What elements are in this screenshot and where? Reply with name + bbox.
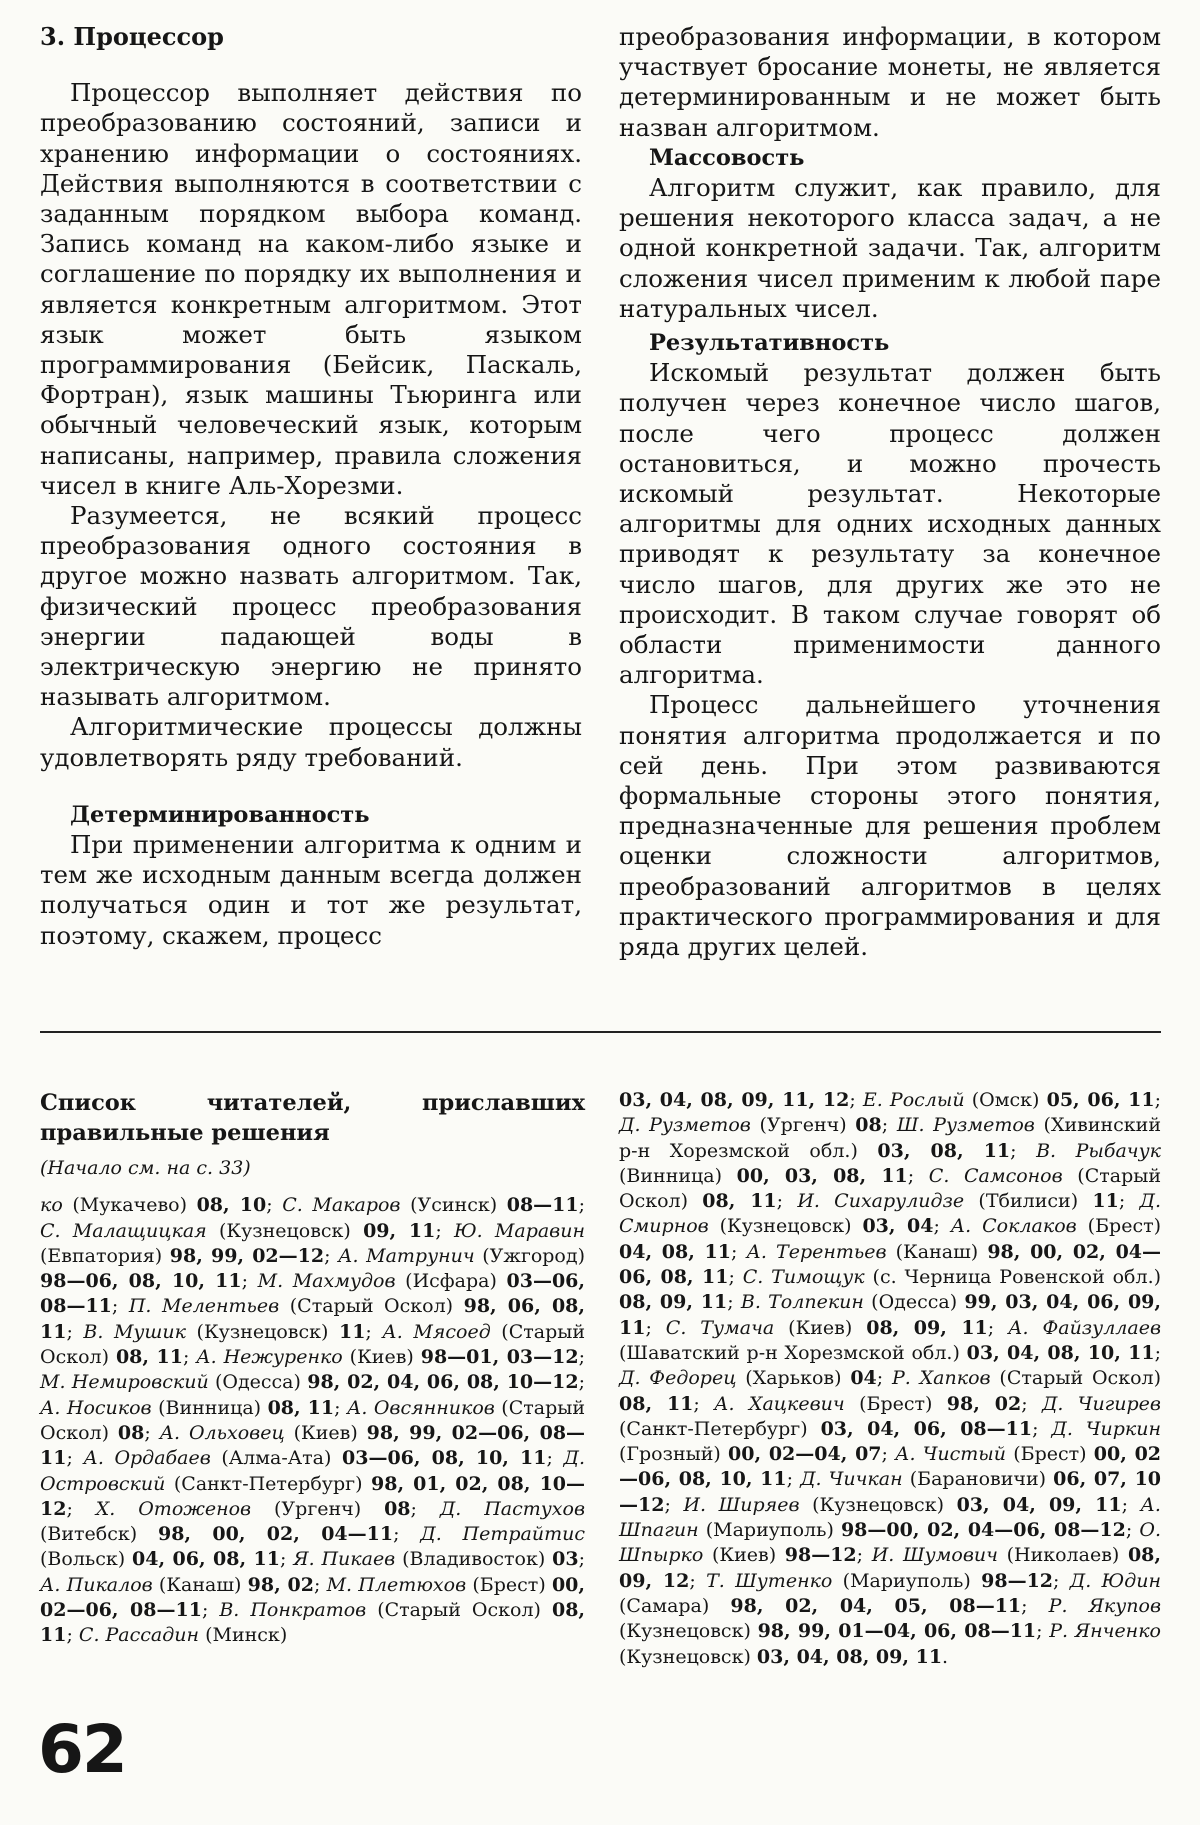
reader-entry: Д. Смирнов (Кузнецовск) 03, 04; — [619, 1190, 1161, 1238]
result-heading: Результативность — [649, 330, 890, 357]
reader-name: И. Ширяев — [683, 1493, 800, 1516]
reader-name: Д. Пастухов — [439, 1497, 586, 1520]
reader-entry: О. Шпырко (Киев) 98—12; — [619, 1519, 1161, 1567]
reader-numbers: 03, 04, 09, 11 — [956, 1493, 1122, 1516]
reader-numbers: 04, 06, 08, 11 — [132, 1548, 280, 1571]
reader-city: Киев — [301, 1421, 351, 1444]
reader-numbers: 98—12 — [784, 1544, 857, 1567]
reader-name: А. Шпагин — [619, 1493, 1161, 1542]
reader-entry: С. Самсонов (Старый Оскол) 08, 11; — [619, 1164, 1162, 1213]
reader-entry: Д. Чичкан (Барановичи) 06, 07, 10—12; — [619, 1468, 1162, 1516]
reader-name: Т. Шутенко — [706, 1569, 833, 1592]
reader-numbers: 08, 11 — [267, 1396, 335, 1419]
reader-numbers: 98, 01, 02, 08, 10—12 — [40, 1472, 586, 1520]
reader-entry: М. Плетюхов (Брест) 00, 02—06, 08—11; — [40, 1573, 586, 1622]
reader-name: С. Макаров — [282, 1194, 401, 1217]
article-right-column — [619, 22, 1161, 962]
reader-numbers: 00, 02—06, 08—11 — [40, 1573, 586, 1622]
reader-entry: Р. Хапков (Старый Оскол) 08, 11; — [619, 1367, 1161, 1415]
reader-city: Мукачево — [79, 1194, 180, 1217]
reader-city: Николаев — [1014, 1544, 1112, 1567]
reader-name: О. Шпырко — [619, 1519, 1161, 1567]
reader-entry: С. Макаров (Усинск) 08—11; — [282, 1194, 586, 1217]
reader-name: А. Матрунич — [338, 1244, 475, 1267]
reader-entry: Ш. Рузметов (Хивинский р-н Хорезмской обл.) 03, 08, 11; — [619, 1114, 1161, 1162]
reader-numbers: 98—06, 08, 10, 11 — [40, 1270, 242, 1293]
reader-numbers: 98—01, 03—12 — [420, 1346, 579, 1369]
reader-city: Старый Оскол — [297, 1295, 446, 1318]
reader-name: Д. Чигирев — [1041, 1392, 1161, 1415]
paragraph: Алгоритмические процессы должны удовлетворять ряду требований. — [40, 712, 582, 772]
reader-city: Алма-Ата — [228, 1447, 324, 1470]
reader-name: Д. Смирнов — [619, 1190, 1161, 1238]
reader-name: Х. Отоженов — [95, 1497, 252, 1520]
reader-name: А. Пикалов — [40, 1573, 153, 1596]
reader-entry: А. Терентьев (Канаш) 98, 00, 02, 04—06, 08, 11; — [619, 1240, 1162, 1289]
reader-numbers: 03, 04, 08, 09, 11 — [756, 1645, 943, 1668]
readers-list-right: 03, 04, 08, 09, 11, 12; Е. Рослый (Омск) 05, 06, 11; Д. Рузметов (Ургенч) 08; Ш. Рузметов (Хивинский р-н Хорезмской обл.) 03, 08, 11; В. Рыбачук (Винница) 00, 03, 08, 11; С. Самсонов (Старый Оскол) 08, 11; И. Сихарулидзе (Тбилиси) 11; Д. Смирнов (Кузнецовск) 03, 04; А. Соклаков (Брест) 04, 08, 11; А. Терентьев (Канаш) 98, 00, 02, 04—06, 08, 11; С. Тимощук (с. Черница Ровенской обл.) 08, 09, 11; В. Толпекин (Одесса) 99, 03, 04, 06, 09, 11; С. Тумача (Киев) 08, 09, 11; А. Файзуллаев (Шаватский р-н Хорезмской обл.) 03, 04, 08, 10, 11; Д. Федорец (Харьков) 04; Р. Хапков (Старый Оскол) 08, 11; А. Хацкевич (Брест) 98, 02; Д. Чигирев (Санкт-Петербург) 03, 04, 06, 08—11; Д. Чиркин (Грозный) 00, 02—04, 07; А. Чистый (Брест) 00, 02—06, 08, 10, 11; Д. Чичкан (Барановичи) 06, 07, 10—12; И. Ширяев (Кузнецовск) 03, 04, 09, 11; А. Шпагин (Мариуполь) 98—00, 02, 04—06, 08—12; О. Шпырко (Киев) 98—12; И. Шумович (Николаев) 08, 09, 12; Т. Шутенко (Мариуполь) 98—12; Д. Юдин (Самара) 98, 02, 04, 05, 08—11; Р. Якупов (Кузнецовск) 98, 99, 01—04, 06, 08—11; Р. Янченко (Кузнецовск) 03, 04, 08, 09, 11. — [619, 1089, 1162, 1668]
reader-numbers: 06, 07, 10—12 — [619, 1468, 1162, 1516]
reader-city: Мариуполь — [850, 1569, 964, 1592]
reader-numbers: 03—06, 08, 10, 11 — [342, 1447, 547, 1470]
reader-name: М. Плетюхов — [326, 1573, 467, 1596]
reader-numbers: 98, 99, 02—12 — [169, 1244, 325, 1267]
reader-name: А. Соклаков — [950, 1215, 1077, 1238]
reader-name: В. Толпекин — [740, 1291, 864, 1314]
reader-name: М. Немировский — [40, 1371, 209, 1394]
reader-name: А. Носиков — [40, 1396, 152, 1419]
reader-entry: С. Тимощук (с. Черница Ровенской обл.) 08, 09, 11; — [619, 1266, 1162, 1314]
reader-city: Омск — [979, 1089, 1033, 1111]
reader-entry: В. Мушик (Кузнецовск) 11; — [83, 1320, 372, 1343]
reader-entry: А. Ордабаев (Алма-Ата) 03—06, 08, 10, 11; — [83, 1447, 553, 1470]
reader-numbers: 08 — [384, 1497, 411, 1520]
reader-city: Витебск — [47, 1523, 130, 1546]
reader-name: Ш. Рузметов — [896, 1114, 1035, 1137]
reader-name: Д. Чичкан — [800, 1468, 903, 1491]
reader-entry: М. Махмудов (Исфара) 03—06, 08—11; — [40, 1270, 585, 1318]
reader-city: Канаш — [166, 1573, 235, 1596]
reader-numbers: 00, 03, 08, 11 — [736, 1164, 908, 1187]
reader-name: Д. Петрайтис — [420, 1523, 585, 1546]
paragraph: преобразования информации, в котором участвует бросание монеты, не является детерминированным и не может быть назван алгоритмом. — [619, 22, 1161, 142]
reader-name: М. Махмудов — [257, 1270, 396, 1293]
reader-city: Шаватский р-н Хорезмской обл. — [626, 1341, 953, 1364]
reader-name: А. Ольховец — [159, 1421, 285, 1444]
reader-numbers: 03 — [552, 1548, 579, 1571]
reader-entry: С. Тумача (Киев) 08, 09, 11; — [665, 1316, 995, 1339]
reader-city: Ургенч — [281, 1497, 354, 1520]
reader-numbers: 08—11 — [506, 1194, 579, 1217]
reader-name: А. Нежуренко — [196, 1346, 343, 1369]
reader-city: Старый Оскол — [40, 1396, 586, 1444]
reader-entry: Х. Отоженов (Ургенч) 08; — [95, 1497, 417, 1520]
reader-entry: Д. Пастухов (Витебск) 98, 00, 02, 04—11; — [40, 1497, 586, 1546]
readers-note: (Начало см. на с. 33) — [40, 1157, 251, 1179]
reader-city: Вольск — [47, 1548, 118, 1571]
reader-numbers: 08 — [855, 1114, 882, 1137]
reader-entry: Е. Рослый (Омск) 05, 06, 11; — [862, 1089, 1162, 1111]
reader-numbers: 98, 02, 04, 06, 08, 10—12 — [307, 1371, 579, 1394]
reader-numbers: 98, 00, 02, 04—06, 08, 11 — [619, 1240, 1162, 1289]
reader-name: С. Тумача — [665, 1316, 775, 1339]
determinism-heading: Детерминированность — [70, 801, 370, 828]
reader-entry: С. Малащицкая (Кузнецовск) 09, 11; — [40, 1219, 442, 1242]
reader-city: Брест — [479, 1573, 539, 1596]
section-title: 3. Процессор — [40, 22, 224, 51]
reader-city: Кузнецовск — [626, 1645, 744, 1668]
reader-entry: И. Сихарулидзе (Тбилиси) 11; — [797, 1190, 1126, 1213]
article-left-column — [40, 22, 582, 951]
reader-entry: С. Рассадин (Минск) — [78, 1624, 288, 1647]
reader-name: Ю. Маравин — [453, 1219, 585, 1242]
reader-city: Старый Оскол — [40, 1320, 586, 1369]
reader-numbers: 08, 11 — [115, 1346, 183, 1369]
reader-numbers: 98, 06, 08, 11 — [40, 1295, 585, 1343]
reader-numbers: 08 — [117, 1421, 145, 1444]
reader-name: А. Чистый — [895, 1443, 1007, 1466]
reader-name: Д. Федорец — [619, 1367, 737, 1390]
reader-name: А. Мясоед — [382, 1320, 491, 1343]
reader-entry: Р. Янченко (Кузнецовск) 03, 04, 08, 09, 11. — [619, 1620, 1161, 1668]
reader-city: Грозный — [626, 1443, 714, 1466]
reader-numbers: 99, 03, 04, 06, 09, 11 — [619, 1291, 1162, 1339]
reader-city: Евпатория — [47, 1244, 155, 1267]
reader-entry: Д. Юдин (Самара) 98, 02, 04, 05, 08—11; — [619, 1569, 1162, 1617]
reader-entry: Д. Чигирев (Санкт-Петербург) 03, 04, 06, 08—11; — [619, 1392, 1161, 1440]
reader-numbers: 00, 02—04, 07 — [728, 1443, 882, 1466]
reader-numbers: 08, 09, 11 — [866, 1316, 988, 1339]
paragraph: Процессор выполняет действия по преобразованию состояний, записи и хранению информации о состояниях. Действия выполняются в соответствии с заданным порядком выбора команд. Запись команд на каком-либо языке и соглашение по порядку их выполнения и является конкретным алгоритмом. Этот язык может быть языком программирования (Бейсик, Паскаль, Фортран), язык машины Тьюринга или обычный человеческий язык, которым написаны, например, правила сложения чисел в книге Аль-Хорезми. — [40, 78, 582, 500]
reader-numbers: 98—00, 02, 04—06, 08—12 — [840, 1519, 1126, 1542]
reader-numbers: 04 — [850, 1367, 877, 1390]
reader-name: ко — [40, 1194, 63, 1217]
section-divider — [40, 1031, 1161, 1033]
reader-numbers: 08, 10 — [196, 1194, 267, 1217]
reader-name: А. Файзуллаев — [1008, 1316, 1162, 1339]
reader-numbers: 08, 11 — [619, 1392, 694, 1415]
reader-city: Кузнецовск — [203, 1320, 321, 1343]
reader-name: В. Понкратов — [219, 1599, 367, 1622]
reader-name: В. Мушик — [83, 1320, 187, 1343]
reader-entry: М. Немировский (Одесса) 98, 02, 04, 06, 08, 10—12; — [40, 1371, 585, 1394]
reader-city: Винница — [165, 1396, 254, 1419]
reader-entry: ко (Мукачево) 08, 10; — [40, 1194, 273, 1217]
reader-entry: А. Нежуренко (Киев) 98—01, 03—12; — [196, 1346, 586, 1369]
reader-city: Тбилиси — [985, 1190, 1071, 1213]
reader-numbers: 08, 11 — [702, 1190, 777, 1213]
reader-numbers: 09, 11 — [363, 1219, 436, 1242]
reader-name: Р. Хапков — [892, 1367, 991, 1390]
reader-city: Усинск — [417, 1194, 490, 1217]
readers-list-left — [40, 1193, 585, 1648]
reader-name: Д. Юдин — [1069, 1569, 1162, 1592]
reader-entry: В. Толпекин (Одесса) 99, 03, 04, 06, 09, 11; — [619, 1291, 1162, 1339]
paragraph: При применении алгоритма к одним и тем же исходным данным всегда должен получаться один и тот же результат, поэтому, скажем, процесс — [40, 830, 582, 950]
reader-entry: В. Рыбачук (Винница) 00, 03, 08, 11; — [619, 1139, 1161, 1187]
reader-numbers: 03, 04, 08, 09, 11, 12 — [619, 1089, 850, 1111]
reader-city: Старый Оскол — [384, 1599, 534, 1622]
reader-city: Ургенч — [766, 1114, 840, 1137]
reader-city: с. Черница Ровенской обл. — [879, 1266, 1154, 1289]
reader-entry: А. Матрунич (Ужгород) 98—06, 08, 10, 11; — [40, 1244, 585, 1293]
reader-name: Д. Чиркин — [1051, 1417, 1162, 1440]
reader-city: Кузнецовск — [727, 1215, 845, 1238]
reader-name: Е. Рослый — [862, 1089, 965, 1111]
reader-name: Я. Пикаев — [293, 1548, 396, 1571]
reader-numbers: 04, 08, 11 — [619, 1240, 731, 1263]
page-number: 62 — [38, 1711, 126, 1788]
reader-entry: А. Ольховец (Киев) 98, 99, 02—06, 08—11; — [40, 1421, 586, 1470]
reader-entry: Р. Якупов (Кузнецовск) 98, 99, 01—04, 06, 08—11; — [619, 1594, 1162, 1643]
reader-entry: П. Мелентьев (Старый Оскол) 98, 06, 08, 11; — [40, 1295, 585, 1343]
paragraph: Искомый результат должен быть получен через конечное число шагов, после чего процесс должен остановиться, и можно прочесть искомый результат. Некоторые алгоритмы для одних исходных данных приводят к результату за конечное число шагов, для других же это не происходит. В таком случае говорят об области применимости данного алгоритма. — [619, 358, 1161, 690]
reader-name: Р. Якупов — [1048, 1594, 1162, 1617]
readers-right-column — [619, 1088, 1161, 1670]
reader-entry: Д. Чиркин (Грозный) 00, 02—04, 07; — [619, 1417, 1162, 1466]
reader-name: И. Шумович — [871, 1544, 998, 1567]
reader-entry: Д. Федорец (Харьков) 04; — [619, 1367, 884, 1390]
paragraph: Алгоритм служит, как правило, для решения некоторого класса задач, а не одной конкретной задачи. Так, алгоритм сложения чисел применим к любой паре натуральных чисел. — [619, 173, 1161, 323]
reader-numbers: 08, 09, 11 — [619, 1291, 728, 1314]
reader-name: Р. Янченко — [1049, 1620, 1161, 1643]
reader-name: С. Самсонов — [928, 1164, 1063, 1187]
readers-title: Список читателей, приславших правильные решения — [40, 1090, 585, 1146]
reader-numbers: 98, 99, 01—04, 06, 08—11 — [757, 1620, 1037, 1643]
reader-name: А. Терентьев — [746, 1240, 887, 1263]
mass-heading: Массовость — [649, 144, 805, 171]
paragraph: Процесс дальнейшего уточнения понятия алгоритма продолжается и по сей день. При этом развиваются формальные стороны этого понятия, предназначенные для решения проблем оценки сложности алгоритмов, преобразований алгоритмов в целях практического программирования и для ряда других целей. — [619, 690, 1161, 962]
reader-name: С. Рассадин — [78, 1624, 200, 1647]
reader-city: Санкт-Петербург — [626, 1417, 801, 1440]
reader-name: С. Малащицкая — [40, 1219, 207, 1242]
reader-city: Киев — [357, 1346, 407, 1369]
reader-city: Харьков — [752, 1367, 835, 1390]
reader-numbers: 08, 11 — [40, 1599, 586, 1647]
reader-entry: И. Шумович (Николаев) 08, 09, 12; — [619, 1544, 1162, 1592]
reader-entry: Т. Шутенко (Мариуполь) 98—12; — [706, 1569, 1060, 1592]
reader-city: Старый Оскол — [619, 1164, 1162, 1213]
reader-numbers: 03, 08, 11 — [877, 1139, 1011, 1162]
reader-city: Брест — [1095, 1215, 1154, 1238]
reader-numbers: 11 — [1092, 1190, 1119, 1213]
reader-entry: А. Шпагин (Мариуполь) 98—00, 02, 04—06, 08—12; — [619, 1493, 1161, 1542]
reader-entry: А. Овсянников (Старый Оскол) 08; — [40, 1396, 586, 1444]
reader-entry: А. Хацкевич (Брест) 98, 02; — [714, 1392, 1028, 1415]
reader-name: И. Сихарулидзе — [797, 1190, 965, 1213]
readers-left-column — [40, 1088, 585, 1649]
reader-name: В. Рыбачук — [1036, 1139, 1161, 1162]
reader-numbers: 03, 04, 06, 08—11 — [820, 1417, 1033, 1440]
reader-numbers: 98, 00, 02, 04—11 — [157, 1523, 394, 1546]
reader-city: Минск — [212, 1624, 280, 1647]
reader-city: Винница — [626, 1164, 715, 1187]
reader-city: Исфара — [412, 1270, 490, 1293]
reader-numbers: 98, 02 — [946, 1392, 1022, 1415]
reader-city: Брест — [866, 1392, 926, 1415]
reader-city: Санкт-Петербург — [181, 1472, 356, 1495]
reader-name: Д. Островский — [40, 1447, 585, 1495]
reader-entry: Д. Островский (Санкт-Петербург) 98, 01, 02, 08, 10—12; — [40, 1447, 586, 1520]
reader-numbers: 98—12 — [981, 1569, 1054, 1592]
reader-entry: А. Соклаков (Брест) 04, 08, 11; — [619, 1215, 1162, 1263]
reader-numbers: 11 — [338, 1320, 366, 1343]
reader-city: Кузнецовск — [626, 1620, 744, 1643]
reader-name: А. Хацкевич — [714, 1392, 845, 1415]
reader-name: А. Овсянников — [346, 1396, 495, 1419]
reader-entry: В. Понкратов (Старый Оскол) 08, 11; — [40, 1599, 586, 1647]
reader-entry: Я. Пикаев (Владивосток) 03; — [293, 1548, 585, 1571]
reader-city: Ужгород — [489, 1244, 578, 1267]
reader-numbers: 08, 09, 12 — [619, 1544, 1162, 1592]
reader-numbers: 98, 02 — [247, 1573, 314, 1596]
reader-name: С. Тимощук — [742, 1266, 865, 1289]
reader-entry: А. Чистый (Брест) 00, 02—06, 08, 10, 11; — [619, 1443, 1162, 1491]
reader-entry: А. Пикалов (Канаш) 98, 02; — [40, 1573, 321, 1596]
reader-entry: Д. Рузметов (Ургенч) 08; — [619, 1114, 889, 1137]
reader-entry: А. Мясоед (Старый Оскол) 08, 11; — [40, 1320, 586, 1369]
reader-numbers: 05, 06, 11 — [1046, 1089, 1155, 1111]
reader-entry: А. Носиков (Винница) 08, 11; — [40, 1396, 341, 1419]
reader-city: Кузнецовск — [226, 1219, 344, 1242]
reader-city: Кузнецовск — [819, 1493, 937, 1516]
reader-entry: И. Ширяев (Кузнецовск) 03, 04, 09, 11; — [683, 1493, 1128, 1516]
reader-city: Мариуполь — [713, 1519, 827, 1542]
reader-numbers: 98, 99, 02—06, 08—11 — [40, 1421, 586, 1470]
reader-name: П. Мелентьев — [128, 1295, 280, 1318]
reader-city: Киев — [719, 1544, 769, 1567]
reader-city: Старый Оскол — [1006, 1367, 1154, 1390]
reader-numbers: 98, 02, 04, 05, 08—11 — [730, 1594, 1022, 1617]
reader-entry: А. Файзуллаев (Шаватский р-н Хорезмской обл.) 03, 04, 08, 10, 11; — [619, 1316, 1162, 1364]
reader-name: Д. Рузметов — [619, 1114, 751, 1137]
reader-city: Канаш — [903, 1240, 971, 1263]
reader-numbers: 03, 04, 08, 10, 11 — [966, 1341, 1155, 1364]
paragraph: Разумеется, не всякий процесс преобразования одного состояния в другое можно назвать алгоритмом. Так, физический процесс преобразования энергии падающей воды в электрическую энергию не принято называть алгоритмом. — [40, 501, 582, 712]
reader-city: Барановичи — [917, 1468, 1039, 1491]
reader-numbers: 03—06, 08—11 — [40, 1270, 585, 1318]
reader-city: Одесса — [878, 1291, 950, 1314]
reader-numbers: 03, 04 — [862, 1215, 934, 1238]
reader-numbers: 00, 02—06, 08, 10, 11 — [619, 1443, 1162, 1491]
reader-entry: Д. Петрайтис (Вольск) 04, 06, 08, 11; — [40, 1523, 585, 1571]
reader-city: Одесса — [222, 1371, 294, 1394]
reader-name: А. Ордабаев — [83, 1447, 211, 1470]
reader-city: Киев — [795, 1316, 845, 1339]
reader-entry: Ю. Маравин (Евпатория) 98, 99, 02—12; — [40, 1219, 585, 1267]
reader-city: Самара — [626, 1594, 702, 1617]
reader-city: Брест — [1020, 1443, 1080, 1466]
reader-city: Хивинский р-н Хорезмской обл. — [619, 1114, 1161, 1162]
reader-city: Владивосток — [409, 1548, 538, 1571]
